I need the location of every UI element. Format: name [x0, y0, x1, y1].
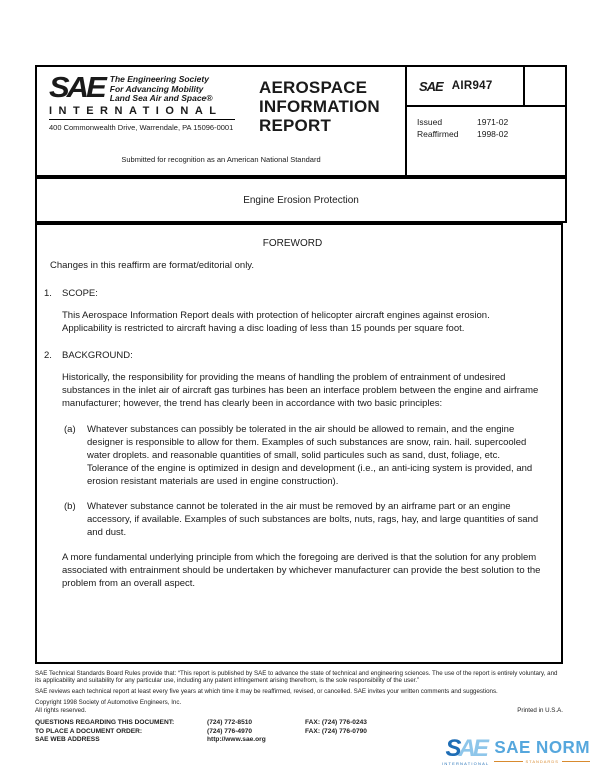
norm-sub-bar	[494, 761, 522, 762]
submitted-note: Submitted for recognition as an American National Standard	[121, 155, 321, 164]
copyright-line: Copyright 1998 Society of Automotive Engineers, Inc.	[35, 699, 182, 707]
logo-underline	[49, 119, 235, 120]
list-item-text: Whatever substances can possibly be tolerated in the air should be allowed to remain, and the engine designer is responsible to allow for them. Examples of such substances are snow, rain. hail. supercooled water droplets. and reasonable quantities of small, solid particules such as sand, dust, foliage, etc. Tolerance of the engine is optimized in design and development (i.e., an anti-icing system is provided, and erosion resistant materials are used in engine construction).	[87, 424, 533, 487]
rights-row	[35, 707, 563, 714]
list-item-label: (b)	[64, 501, 76, 512]
doc-type-line: REPORT	[259, 116, 332, 135]
doc-id-number: AIR947	[451, 80, 493, 92]
list-item-a	[64, 423, 541, 488]
tagline-line: The Engineering Society	[109, 74, 209, 84]
document-body-box	[35, 223, 563, 664]
contact-phone: (724) 772-8510	[207, 719, 253, 727]
sae-norm-glyph	[442, 735, 490, 766]
contact-fax: FAX: (724) 776-0243	[305, 719, 367, 727]
rights-reserved: All rights reserved.	[35, 706, 87, 714]
list-item-label: (a)	[64, 424, 76, 435]
contact-label: SAE WEB ADDRESS	[35, 736, 100, 744]
header-left-panel	[37, 67, 405, 175]
sae-logo-icon: SAE	[49, 71, 104, 104]
footer	[35, 670, 563, 745]
sae-norm-sae-icon	[442, 735, 489, 762]
sae-norm-subline	[494, 759, 590, 764]
foreword-note: Changes in this reaffirm are format/editorial only.	[50, 260, 254, 271]
printed-in-usa: Printed in U.S.A.	[517, 706, 563, 714]
contact-phone: (724) 776-4970	[207, 727, 253, 735]
doc-type-line: AEROSPACE	[259, 78, 368, 97]
sae-norm-logo	[442, 735, 590, 766]
contact-row-questions	[35, 719, 563, 728]
list-item-text: Whatever substance cannot be tolerated in the air must be removed by an airframe part or an engine accessory, if available. Examples of such substances are bolts, nuts, rags, hay, and large quantities of sand and dust.	[87, 501, 539, 538]
norm-sub-bar	[562, 761, 590, 762]
tagline-line: For Advancing Mobility	[109, 83, 204, 94]
tagline-line: Land Sea Air and Space®	[109, 93, 213, 103]
address-line: 400 Commonwealth Drive, Warrendale, PA 15096-0001	[49, 122, 234, 132]
section-number: 2.	[44, 350, 52, 361]
review-policy-note: SAE reviews each technical report at least every five years at which time it may be reaffirmed, revised, or cancelled. SAE invites your written comments and suggestions.	[35, 687, 498, 695]
contact-label: TO PLACE A DOCUMENT ORDER:	[35, 727, 143, 735]
sae-tagline	[110, 75, 213, 104]
section-number: 1.	[44, 288, 52, 299]
sae-norm-sub-text: STANDARDS	[525, 759, 559, 764]
reaffirmed-value: 1998-02	[477, 129, 509, 139]
background-closing-paragraph: A more fundamental underlying principle from which the foregoing are derived is that the solution for any problem associated with entrainment should be undertaken by whichever manufacturer can provide the best solution to the problem from an overall aspect.	[62, 552, 541, 589]
sae-norm-s: S	[445, 735, 459, 762]
doc-id-box	[407, 67, 525, 105]
issued-row	[417, 116, 565, 128]
sae-norm-international: INTERNATIONAL	[442, 761, 490, 766]
header-right-panel	[405, 67, 565, 175]
sae-norm-wordmark	[494, 738, 590, 764]
header-box	[35, 65, 567, 177]
page-title: Engine Erosion Protection	[243, 194, 359, 206]
sae-logo-small-icon: SAE	[419, 78, 443, 94]
section-heading-label: BACKGROUND:	[62, 350, 133, 361]
list-item-b	[64, 500, 541, 539]
doc-type-line: INFORMATION	[259, 97, 380, 116]
section-heading-label: SCOPE:	[62, 288, 98, 299]
issued-value: 1971-02	[477, 117, 509, 127]
document-type-title	[259, 78, 380, 135]
legal-disclaimer: SAE Technical Standards Board Rules provide that: “This report is published by SAE to advance the state of technical and engineering sciences. The use of the report is entirely voluntary, and its applicability and suitability for any particular use, including any patent infringement arising therefrom, is the sole responsibility of the user.”	[35, 670, 558, 685]
sae-norm-ae: AE	[458, 735, 486, 762]
reaffirmed-row	[417, 128, 565, 140]
sae-logo	[49, 73, 235, 132]
sae-norm-name: SAE NORM	[494, 737, 590, 758]
section-heading-background	[44, 349, 541, 362]
section-heading-scope	[44, 287, 541, 300]
foreword-heading: FOREWORD	[262, 238, 323, 249]
document-title-box	[35, 177, 567, 223]
doc-id-empty-cell	[525, 67, 565, 105]
contact-fax: FAX: (724) 776-0790	[305, 727, 367, 735]
background-paragraph: Historically, the responsibility for providing the means of handling the problem of entrainment of undesired substances in the inlet air of aircraft gas turbines has been an interface problem between the engine and airframe manufacturer; however, the trend has clearly been in accordance with two basic principles:	[62, 372, 539, 409]
doc-id-row	[407, 67, 565, 107]
international-label: INTERNATIONAL	[49, 104, 223, 117]
contact-web-address: http://www.sae.org	[207, 736, 266, 744]
issued-label: Issued	[417, 117, 443, 127]
scope-paragraph: This Aerospace Information Report deals with protection of helicopter aircraft engines against erosion. Applicability is restricted to aircraft having a disc loading of less than 15 pounds per square foot.	[62, 310, 490, 334]
contact-label: QUESTIONS REGARDING THIS DOCUMENT:	[35, 719, 175, 727]
reaffirmed-label: Reaffirmed	[417, 129, 459, 139]
revision-block	[407, 107, 565, 140]
